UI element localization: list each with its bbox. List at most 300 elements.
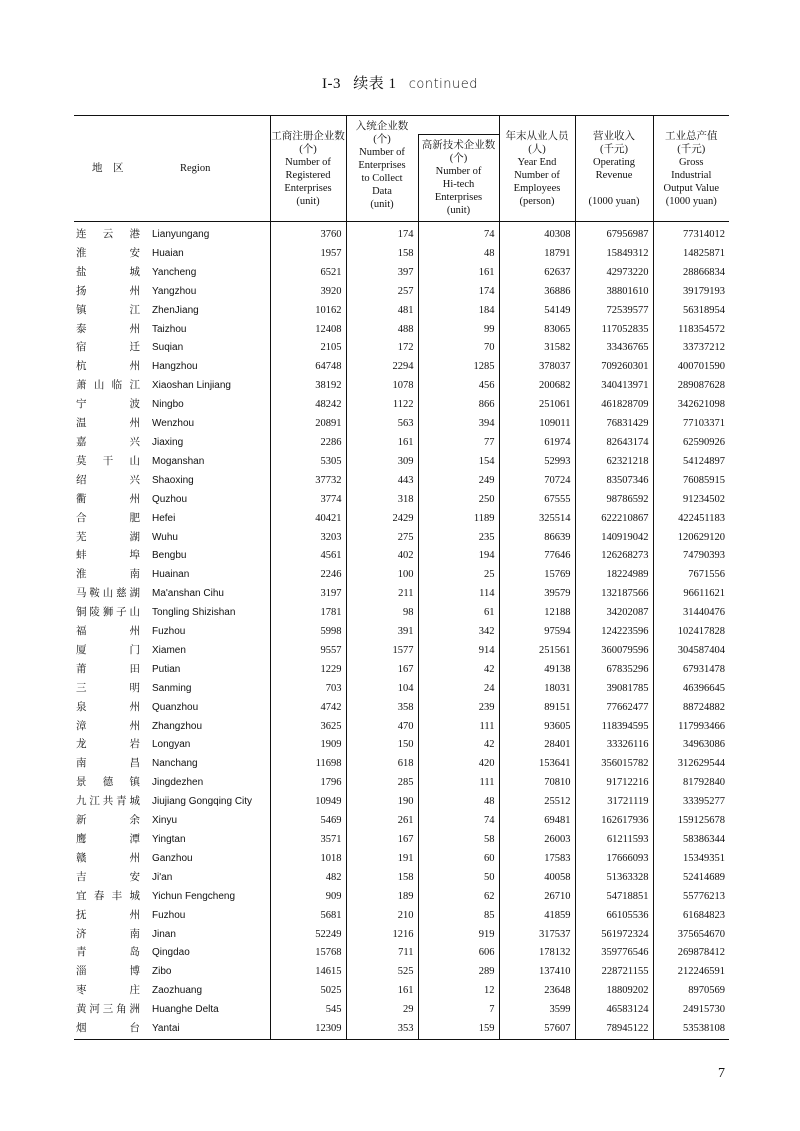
- registered-cell: 6521: [270, 264, 346, 283]
- table-row: [74, 339, 729, 358]
- collect-cell: 358: [346, 699, 418, 718]
- revenue-cell: 46583124: [575, 1001, 653, 1020]
- employees-cell: 52993: [499, 453, 575, 472]
- header-line: 年末从业人员: [505, 130, 569, 142]
- hitech-enterprises-header: [418, 135, 499, 222]
- table-row: [74, 396, 729, 415]
- output-cell: 120629120: [653, 529, 729, 548]
- output-cell: 289087628: [653, 377, 729, 396]
- collect-cell: 618: [346, 755, 418, 774]
- header-line: (unit): [370, 199, 394, 210]
- hitech-cell: 919: [418, 926, 499, 945]
- page-number: 7: [718, 1066, 725, 1081]
- region-en-cell: Wenzhou: [152, 418, 195, 430]
- region-en-cell: Huaian: [152, 247, 184, 259]
- revenue-cell: 18809202: [575, 982, 653, 1001]
- registered-cell: 1018: [270, 850, 346, 869]
- table-row: [74, 926, 729, 945]
- region-en-cell: Yichun Fengcheng: [152, 890, 236, 902]
- output-cell: 15349351: [653, 850, 729, 869]
- output-cell: 53538108: [653, 1020, 729, 1039]
- output-cell: 422451183: [653, 510, 729, 529]
- region-cn-cell: 抚 州: [76, 909, 140, 921]
- employees-cell: 41859: [499, 907, 575, 926]
- registered-cell: 10162: [270, 302, 346, 321]
- collect-cell: 158: [346, 869, 418, 888]
- region-cn-cell: 扬 州: [76, 285, 140, 297]
- collect-cell: 174: [346, 222, 418, 245]
- output-cell: 33737212: [653, 339, 729, 358]
- output-cell: 55776213: [653, 888, 729, 907]
- table-code: I-3: [321, 76, 341, 92]
- revenue-cell: 39081785: [575, 680, 653, 699]
- table-row: [74, 283, 729, 302]
- hitech-cell: 342: [418, 623, 499, 642]
- region-cn-cell: 淮 南: [76, 569, 140, 581]
- output-cell: 304587404: [653, 642, 729, 661]
- hitech-cell: 12: [418, 982, 499, 1001]
- region-cn-cell: 淄 博: [76, 966, 140, 978]
- registered-cell: 52249: [270, 926, 346, 945]
- registered-cell: 5998: [270, 623, 346, 642]
- revenue-cell: 42973220: [575, 264, 653, 283]
- revenue-cell: 709260301: [575, 358, 653, 377]
- hitech-cell: 48: [418, 793, 499, 812]
- revenue-cell: 33436765: [575, 339, 653, 358]
- table-row: [74, 415, 729, 434]
- hitech-cell: 249: [418, 472, 499, 491]
- table-row: [74, 869, 729, 888]
- employees-cell: 3599: [499, 1001, 575, 1020]
- region-en-cell: Sanming: [152, 682, 192, 694]
- hitech-cell: 235: [418, 529, 499, 548]
- employees-cell: 178132: [499, 944, 575, 963]
- region-en-cell: Fuzhou: [152, 909, 186, 921]
- header-line: to Collect: [361, 173, 403, 184]
- header-line: (unit): [446, 205, 471, 216]
- region-cn-cell: 杭 州: [76, 361, 140, 373]
- collect-cell: 275: [346, 529, 418, 548]
- header-line: (千元): [677, 143, 706, 155]
- collect-cell: 210: [346, 907, 418, 926]
- revenue-cell: 67835296: [575, 661, 653, 680]
- employees-cell: 109011: [499, 415, 575, 434]
- collect-cell: 29: [346, 1001, 418, 1020]
- header-line: Enterprises: [358, 160, 406, 171]
- region-en-cell: Xinyu: [152, 815, 178, 827]
- employees-cell: 77646: [499, 547, 575, 566]
- table-row: [74, 358, 729, 377]
- header-line: (个): [299, 143, 317, 155]
- employees-cell: 36886: [499, 283, 575, 302]
- table-row: [74, 736, 729, 755]
- revenue-cell: 91712216: [575, 774, 653, 793]
- registered-cell: 64748: [270, 358, 346, 377]
- collect-cell: 481: [346, 302, 418, 321]
- employees-cell: 25512: [499, 793, 575, 812]
- collect-cell: 167: [346, 831, 418, 850]
- region-en-cell: Yangzhou: [152, 285, 197, 297]
- table-row: [74, 642, 729, 661]
- registered-cell: 2105: [270, 339, 346, 358]
- header-line: 工商注册企业数: [271, 130, 345, 142]
- output-cell: 54124897: [653, 453, 729, 472]
- hitech-cell: 456: [418, 377, 499, 396]
- collect-cell: 98: [346, 604, 418, 623]
- revenue-cell: 124223596: [575, 623, 653, 642]
- region-cn-cell: 吉 安: [76, 871, 140, 883]
- region-cn-cell: 芜 湖: [76, 531, 140, 543]
- revenue-cell: 162617936: [575, 812, 653, 831]
- header-line: Number of: [285, 156, 331, 168]
- revenue-cell: 82643174: [575, 434, 653, 453]
- table-title-cn: 续表 1: [353, 76, 397, 92]
- table-row: [74, 661, 729, 680]
- output-cell: 8970569: [653, 982, 729, 1001]
- output-cell: 400701590: [653, 358, 729, 377]
- table-row: [74, 831, 729, 850]
- hitech-cell: 606: [418, 944, 499, 963]
- employees-cell: 137410: [499, 963, 575, 982]
- registered-cell: 4742: [270, 699, 346, 718]
- hitech-cell: 42: [418, 661, 499, 680]
- region-en-cell: Hefei: [152, 512, 176, 524]
- header-line: Registered: [285, 169, 331, 181]
- revenue-cell: 622210867: [575, 510, 653, 529]
- region-en-cell: Xiaoshan Linjiang: [152, 380, 231, 392]
- header-line: 高新技术企业数: [421, 140, 496, 151]
- revenue-cell: 66105536: [575, 907, 653, 926]
- revenue-cell: 83507346: [575, 472, 653, 491]
- hitech-cell: 159: [418, 1020, 499, 1039]
- header-line: (人): [528, 143, 546, 155]
- output-cell: 76085915: [653, 472, 729, 491]
- hitech-cell: 184: [418, 302, 499, 321]
- revenue-cell: 61211593: [575, 831, 653, 850]
- registered-cell: 482: [270, 869, 346, 888]
- employees-cell: 40308: [499, 222, 575, 245]
- employees-cell: 89151: [499, 699, 575, 718]
- region-cn-cell: 萧山临江: [76, 380, 140, 392]
- header-line: (1000 yuan): [665, 195, 717, 207]
- hitech-cell: 58: [418, 831, 499, 850]
- hitech-cell: 914: [418, 642, 499, 661]
- collect-cell: 525: [346, 963, 418, 982]
- collect-cell: 190: [346, 793, 418, 812]
- table-row: [74, 755, 729, 774]
- employees-cell: 49138: [499, 661, 575, 680]
- region-en-cell: Ji'an: [152, 871, 173, 883]
- revenue-cell: 228721155: [575, 963, 653, 982]
- output-cell: 74790393: [653, 547, 729, 566]
- collect-cell: 161: [346, 434, 418, 453]
- registered-cell: 3774: [270, 491, 346, 510]
- table-row: [74, 944, 729, 963]
- hitech-cell: 25: [418, 566, 499, 585]
- collect-cell: 1078: [346, 377, 418, 396]
- region-en-cell: Shaoxing: [152, 474, 194, 486]
- region-en-cell: Jiujiang Gongqing City: [152, 796, 253, 808]
- region-en-cell: Qingdao: [152, 947, 190, 959]
- region-cn-cell: 连云港: [76, 229, 140, 240]
- employees-cell: 26003: [499, 831, 575, 850]
- region-en-cell: Longyan: [152, 739, 191, 751]
- employees-cell: 69481: [499, 812, 575, 831]
- registered-cell: 3625: [270, 718, 346, 737]
- hitech-cell: 61: [418, 604, 499, 623]
- registered-cell: 9557: [270, 642, 346, 661]
- region-en-cell: Zibo: [152, 966, 172, 978]
- region-en-cell: Xiamen: [152, 644, 186, 656]
- employees-cell: 67555: [499, 491, 575, 510]
- table-row: [74, 850, 729, 869]
- collect-cell: 285: [346, 774, 418, 793]
- region-en-cell: Suqian: [152, 342, 184, 354]
- region-cn-cell: 龙 岩: [76, 739, 140, 751]
- operating-revenue-header: [575, 116, 653, 222]
- revenue-cell: 461828709: [575, 396, 653, 415]
- registered-cell: 5025: [270, 982, 346, 1001]
- header-line: (1000 yuan): [588, 195, 640, 207]
- header-line: (千元): [600, 143, 628, 155]
- region-en-cell: Huainan: [152, 569, 190, 581]
- hitech-cell: 174: [418, 283, 499, 302]
- output-cell: 34963086: [653, 736, 729, 755]
- region-en-cell: Nanchang: [152, 758, 198, 770]
- employees-cell: 17583: [499, 850, 575, 869]
- region-cn-cell: 烟 台: [74, 1020, 152, 1039]
- collect-cell: 257: [346, 283, 418, 302]
- collect-cell: 104: [346, 680, 418, 699]
- header-line: Employees: [513, 182, 561, 194]
- employees-cell: 54149: [499, 302, 575, 321]
- hitech-cell: 420: [418, 755, 499, 774]
- table-row: [74, 510, 729, 529]
- header-line: (person): [519, 195, 555, 207]
- output-cell: 342621098: [653, 396, 729, 415]
- table-row: [74, 793, 729, 812]
- table-row: [74, 604, 729, 623]
- registered-cell: 909: [270, 888, 346, 907]
- gross-output-header: [653, 116, 729, 222]
- table-row: [74, 302, 729, 321]
- output-cell: 28866834: [653, 264, 729, 283]
- region-en-cell: Huanghe Delta: [152, 1004, 219, 1016]
- registered-cell: 12408: [270, 321, 346, 340]
- revenue-cell: 126268273: [575, 547, 653, 566]
- registered-cell: 14615: [270, 963, 346, 982]
- collect-cell: 1122: [346, 396, 418, 415]
- header-line: Number of: [359, 147, 405, 158]
- header-line: Number of: [514, 169, 560, 181]
- table-row: [74, 907, 729, 926]
- registered-cell: 2286: [270, 434, 346, 453]
- employees-cell: 39579: [499, 585, 575, 604]
- employees-cell: 28401: [499, 736, 575, 755]
- employees-cell: 18791: [499, 245, 575, 264]
- collect-cell: 470: [346, 718, 418, 737]
- output-cell: 118354572: [653, 321, 729, 340]
- table-row: [74, 547, 729, 566]
- revenue-cell: 360079596: [575, 642, 653, 661]
- hitech-cell: 77: [418, 434, 499, 453]
- region-cn-cell: 嘉 兴: [76, 436, 140, 448]
- region-cn-cell: 绍 兴: [76, 474, 140, 486]
- registered-cell: 1957: [270, 245, 346, 264]
- employees-cell: 12188: [499, 604, 575, 623]
- registered-enterprises-header: [270, 116, 346, 222]
- registered-cell: 37732: [270, 472, 346, 491]
- region-cn-cell: 莫干山: [76, 455, 140, 467]
- revenue-cell: 356015782: [575, 755, 653, 774]
- output-cell: 58386344: [653, 831, 729, 850]
- collect-cell: 318: [346, 491, 418, 510]
- header-line: 工业总产值: [665, 130, 718, 142]
- output-cell: 24915730: [653, 1001, 729, 1020]
- output-cell: 102417828: [653, 623, 729, 642]
- registered-cell: 1781: [270, 604, 346, 623]
- hitech-cell: 111: [418, 774, 499, 793]
- collect-cell: 189: [346, 888, 418, 907]
- enterprises-to-collect-header: [346, 116, 418, 222]
- registered-cell: 2246: [270, 566, 346, 585]
- table-title-en: continued: [408, 77, 479, 92]
- output-cell: 88724882: [653, 699, 729, 718]
- collect-cell: 172: [346, 339, 418, 358]
- output-cell: 312629544: [653, 755, 729, 774]
- region-en-cell: Jingdezhen: [152, 777, 204, 789]
- region-en-cell: Yancheng: [152, 266, 197, 278]
- region-cn-cell: 鹰 潭: [76, 834, 140, 845]
- employees-cell: 153641: [499, 755, 575, 774]
- collect-cell: 100: [346, 566, 418, 585]
- output-cell: 52414689: [653, 869, 729, 888]
- table-row: [74, 680, 729, 699]
- collect-cell: 150: [346, 736, 418, 755]
- region-cn-cell: 新 余: [76, 815, 140, 827]
- region-cn-cell: 南 昌: [76, 758, 140, 770]
- region-en-cell: Ningbo: [152, 399, 184, 411]
- region-cn-cell: 宜春丰城: [76, 890, 140, 902]
- output-cell: 96611621: [653, 585, 729, 604]
- collect-cell: 1216: [346, 926, 418, 945]
- employees-cell: 83065: [499, 321, 575, 340]
- employees-cell: 251561: [499, 642, 575, 661]
- output-cell: 39179193: [653, 283, 729, 302]
- table-row: [74, 472, 729, 491]
- collect-subheader-spacer: [418, 116, 499, 135]
- registered-cell: 11698: [270, 755, 346, 774]
- hitech-cell: 42: [418, 736, 499, 755]
- output-cell: 159125678: [653, 812, 729, 831]
- table-row: [74, 264, 729, 283]
- collect-cell: 2429: [346, 510, 418, 529]
- hitech-cell: 74: [418, 222, 499, 245]
- table-body: [74, 222, 729, 1040]
- region-en-cell: Wuhu: [152, 531, 178, 543]
- table-row: [74, 585, 729, 604]
- header-line: Output Value: [663, 182, 719, 194]
- hitech-cell: 154: [418, 453, 499, 472]
- region-en-header: Region: [152, 116, 270, 222]
- region-en-cell: Fuzhou: [152, 626, 186, 638]
- header-line: Operating: [593, 156, 635, 168]
- revenue-cell: 359776546: [575, 944, 653, 963]
- registered-cell: 3920: [270, 283, 346, 302]
- output-cell: 31440476: [653, 604, 729, 623]
- region-en-cell: Quzhou: [152, 493, 188, 505]
- hitech-cell: 60: [418, 850, 499, 869]
- table-row: [74, 718, 729, 737]
- hitech-cell: 85: [418, 907, 499, 926]
- region-cn-cell: 济 南: [76, 928, 140, 940]
- region-cn-cell: 枣 庄: [76, 985, 140, 997]
- registered-cell: 5305: [270, 453, 346, 472]
- revenue-cell: 118394595: [575, 718, 653, 737]
- region-en-cell: Taizhou: [152, 323, 187, 335]
- hitech-cell: 250: [418, 491, 499, 510]
- employees-cell: 26710: [499, 888, 575, 907]
- table-row: [74, 377, 729, 396]
- table-row: [74, 321, 729, 340]
- header-line: Enterprises: [434, 192, 483, 203]
- collect-cell: 397: [346, 264, 418, 283]
- region-en-cell: Yantai: [152, 1020, 270, 1039]
- revenue-cell: 51363328: [575, 869, 653, 888]
- region-cn-cell: 泰 州: [76, 323, 140, 335]
- collect-cell: 488: [346, 321, 418, 340]
- employees-cell: 97594: [499, 623, 575, 642]
- output-cell: 56318954: [653, 302, 729, 321]
- table-row: [74, 434, 729, 453]
- registered-cell: 4561: [270, 547, 346, 566]
- header-line: (unit): [296, 195, 320, 207]
- region-cn-cell: 温 州: [76, 418, 140, 430]
- region-en-cell: Hangzhou: [152, 361, 198, 373]
- header-line: (个): [373, 134, 391, 145]
- revenue-cell: 340413971: [575, 377, 653, 396]
- registered-cell: 38192: [270, 377, 346, 396]
- output-cell: 46396645: [653, 680, 729, 699]
- hitech-cell: 1189: [418, 510, 499, 529]
- region-cn-cell: 泉 州: [76, 701, 140, 713]
- hitech-cell: 62: [418, 888, 499, 907]
- revenue-cell: 77662477: [575, 699, 653, 718]
- region-en-cell: Yingtan: [152, 834, 186, 845]
- output-cell: 77103371: [653, 415, 729, 434]
- hitech-cell: 24: [418, 680, 499, 699]
- output-cell: 62590926: [653, 434, 729, 453]
- revenue-cell: 34202087: [575, 604, 653, 623]
- header-line: Year End: [517, 156, 557, 168]
- registered-cell: 1909: [270, 736, 346, 755]
- statistics-table: [74, 115, 729, 1040]
- hitech-cell: 50: [418, 869, 499, 888]
- registered-cell: 1229: [270, 661, 346, 680]
- hitech-cell: 48: [418, 245, 499, 264]
- table-row: [74, 222, 729, 245]
- employees-cell: 70810: [499, 774, 575, 793]
- table-title: [0, 72, 800, 93]
- collect-cell: 309: [346, 453, 418, 472]
- region-cn-cell: 福 州: [76, 626, 140, 638]
- table-row: [74, 529, 729, 548]
- table-row: [74, 963, 729, 982]
- table-row: [74, 699, 729, 718]
- region-en-cell: Lianyungang: [152, 229, 210, 240]
- output-cell: 61684823: [653, 907, 729, 926]
- region-cn-cell: 莆 田: [76, 663, 140, 675]
